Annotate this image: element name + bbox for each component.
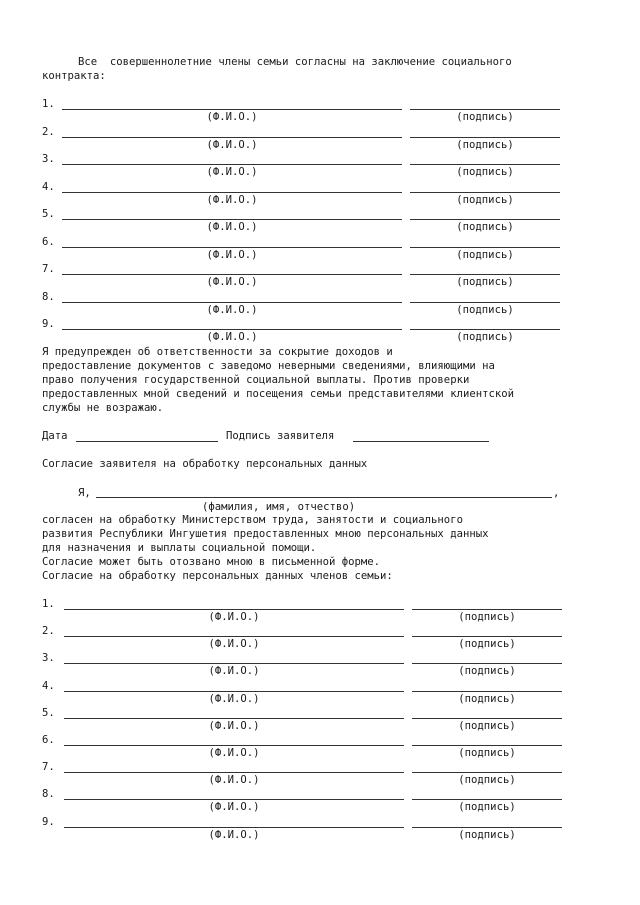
signature-caption: (подпись) — [458, 638, 516, 651]
signature-row — [0, 680, 640, 708]
row-number: 3. — [42, 153, 55, 165]
row-number: 5. — [42, 208, 55, 220]
signature-field[interactable] — [410, 302, 560, 303]
ya-label: Я, — [78, 487, 91, 499]
signature-row — [0, 734, 640, 762]
signature-caption: (подпись) — [456, 303, 514, 316]
consent-line-3: для назначения и выплаты социальной помощи. — [42, 542, 317, 554]
row-number: 4. — [42, 180, 55, 193]
signature-caption: (подпись) — [456, 138, 514, 151]
signature-row — [0, 761, 640, 789]
fio-caption: (Ф.И.О.) — [206, 193, 258, 206]
ya-comma: , — [553, 487, 560, 499]
signature-field[interactable] — [412, 827, 562, 828]
fio-field[interactable] — [64, 636, 404, 637]
warning-line-3: право получения государственной социальной выплаты. Против проверки — [42, 374, 470, 386]
row-number: 6. — [42, 734, 55, 746]
signature-row — [0, 598, 640, 626]
signature-row — [0, 652, 640, 680]
signature-field[interactable] — [412, 718, 562, 719]
row-number: 2. — [42, 125, 55, 138]
fio-field[interactable] — [64, 772, 404, 773]
signature-row — [0, 181, 640, 209]
signature-row — [0, 263, 640, 291]
row-number: 8. — [42, 290, 55, 303]
fio-field[interactable] — [62, 137, 402, 138]
signature-field[interactable] — [410, 109, 560, 110]
fio-caption: (Ф.И.О.) — [208, 665, 260, 678]
signature-field[interactable] — [412, 772, 562, 773]
signature-caption: (подпись) — [456, 276, 514, 288]
fio-caption: (Ф.И.О.) — [206, 303, 258, 316]
signature-caption: (подпись) — [458, 828, 516, 841]
fio-field[interactable] — [64, 799, 404, 800]
fio-field[interactable] — [62, 109, 402, 110]
fio-field[interactable] — [62, 164, 402, 165]
fio-caption: (Ф.И.О.) — [208, 774, 260, 787]
row-number: 2. — [42, 625, 55, 638]
applicant-signature-field[interactable] — [353, 441, 489, 442]
fio-caption: (Ф.И.О.) — [208, 719, 260, 732]
row-number: 9. — [42, 815, 55, 828]
signature-field[interactable] — [410, 192, 560, 193]
row-number: 7. — [42, 761, 55, 774]
signature-field[interactable] — [410, 137, 560, 138]
signature-row — [0, 126, 640, 154]
date-field[interactable] — [76, 441, 218, 442]
fio-caption: (Ф.И.О.) — [208, 747, 260, 759]
fio-field[interactable] — [62, 302, 402, 303]
signature-field[interactable] — [410, 164, 560, 165]
fio-field[interactable] — [62, 219, 402, 220]
signature-row — [0, 208, 640, 236]
fio-field[interactable] — [64, 691, 404, 692]
fio-caption: (Ф.И.О.) — [206, 331, 258, 343]
fio-field[interactable] — [64, 718, 404, 719]
signature-field[interactable] — [412, 636, 562, 637]
warning-line-1: Я предупрежден об ответственности за сокрытие доходов и — [42, 346, 393, 358]
fio-field[interactable] — [62, 192, 402, 193]
signature-row — [0, 318, 640, 346]
consent-heading: Согласие заявителя на обработку персональных данных — [42, 458, 368, 470]
fio-field[interactable] — [62, 329, 402, 330]
signature-field[interactable] — [412, 663, 562, 664]
signature-caption: (подпись) — [458, 692, 516, 705]
fio-caption: (Ф.И.О.) — [206, 276, 258, 288]
fio-caption: (Ф.И.О.) — [208, 692, 260, 705]
fio-field[interactable] — [62, 247, 402, 248]
signature-field[interactable] — [410, 274, 560, 275]
fio-field[interactable] — [64, 609, 404, 610]
signature-row — [0, 625, 640, 653]
warning-line-2: предоставление документов с заведомо неверными сведениями, влияющими на — [42, 360, 495, 372]
signature-caption: (подпись) — [456, 166, 514, 178]
row-number: 8. — [42, 788, 55, 801]
signature-row — [0, 98, 640, 126]
signature-field[interactable] — [412, 745, 562, 746]
fio-caption: (Ф.И.О.) — [208, 611, 260, 623]
fio-caption: (Ф.И.О.) — [208, 828, 260, 841]
applicant-signature-label: Подпись заявителя — [226, 430, 335, 442]
warning-line-4: предоставленных мной сведений и посещения семьи представителями клиентской — [42, 388, 514, 400]
signature-field[interactable] — [410, 247, 560, 248]
row-number: 3. — [42, 652, 55, 665]
fio-caption: (Ф.И.О.) — [206, 221, 258, 233]
row-number: 5. — [42, 706, 55, 719]
row-number: 1. — [42, 98, 55, 110]
intro-line-1: Все совершеннолетние члены семьи согласны на заключение социального — [78, 56, 512, 68]
row-number: 4. — [42, 679, 55, 692]
signature-caption: (подпись) — [456, 111, 514, 123]
consent-line-2: развития Республики Ингушетия предоставленных мною персональных данных — [42, 528, 489, 540]
signature-caption: (подпись) — [456, 221, 514, 233]
signature-caption: (подпись) — [458, 719, 516, 732]
full-name-caption: (фамилия, имя, отчество) — [202, 501, 356, 513]
fio-field[interactable] — [62, 274, 402, 275]
fio-field[interactable] — [64, 745, 404, 746]
signature-row — [0, 291, 640, 319]
intro-line-2: контракта: — [42, 70, 106, 82]
fio-caption: (Ф.И.О.) — [208, 638, 260, 651]
signature-caption: (подпись) — [456, 331, 514, 343]
signature-row — [0, 153, 640, 181]
consent-line-4: Согласие может быть отозвано мною в письменной форме. — [42, 556, 381, 568]
signature-caption: (подпись) — [458, 801, 516, 814]
row-number: 9. — [42, 318, 55, 330]
full-name-field[interactable] — [96, 497, 552, 498]
warning-line-5: службы не возражаю. — [42, 402, 164, 414]
signature-caption: (подпись) — [456, 248, 514, 261]
fio-caption: (Ф.И.О.) — [206, 166, 258, 178]
fio-field[interactable] — [64, 663, 404, 664]
consent-line-5: Согласие на обработку персональных данных членов семьи: — [42, 570, 393, 582]
row-number: 6. — [42, 235, 55, 248]
consent-line-1: согласен на обработку Министерством труда, занятости и социального — [42, 514, 463, 526]
row-number: 1. — [42, 598, 55, 610]
signature-caption: (подпись) — [458, 665, 516, 678]
signature-field[interactable] — [412, 609, 562, 610]
row-number: 7. — [42, 263, 55, 275]
signature-field[interactable] — [412, 691, 562, 692]
signature-caption: (подпись) — [458, 774, 516, 787]
signature-row — [0, 236, 640, 264]
signature-caption: (подпись) — [456, 193, 514, 206]
date-label: Дата — [42, 430, 68, 442]
fio-caption: (Ф.И.О.) — [206, 138, 258, 151]
signature-row — [0, 816, 640, 844]
signature-field[interactable] — [410, 219, 560, 220]
signature-row — [0, 788, 640, 816]
signature-row — [0, 707, 640, 735]
signature-field[interactable] — [410, 329, 560, 330]
signature-caption: (подпись) — [458, 611, 516, 623]
fio-field[interactable] — [64, 827, 404, 828]
fio-caption: (Ф.И.О.) — [206, 248, 258, 261]
fio-caption: (Ф.И.О.) — [208, 801, 260, 814]
fio-caption: (Ф.И.О.) — [206, 111, 258, 123]
signature-field[interactable] — [412, 799, 562, 800]
signature-caption: (подпись) — [458, 747, 516, 759]
